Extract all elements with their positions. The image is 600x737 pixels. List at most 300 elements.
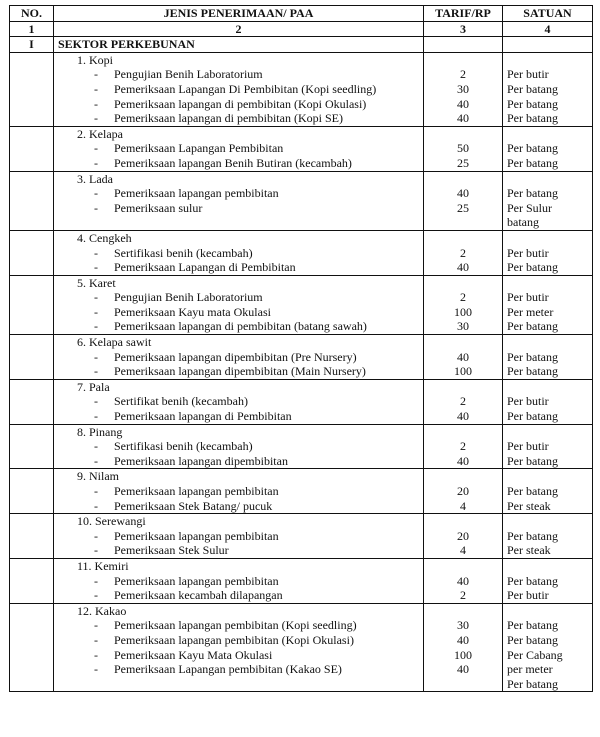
- item-tarif: 2: [424, 588, 503, 603]
- item-satuan: Per butir: [503, 588, 593, 603]
- no-cell: [10, 82, 54, 97]
- item-row: [10, 350, 593, 365]
- item-tarif: 40: [424, 454, 503, 469]
- item-line: [58, 246, 253, 261]
- item-name-cell: [54, 319, 424, 334]
- no-cell: [10, 454, 54, 469]
- tarif-cell: [424, 171, 503, 186]
- item-name-cell: [54, 409, 424, 424]
- group-title: 3. Lada: [77, 171, 113, 186]
- group-title: 8. Pinang: [77, 424, 123, 439]
- item-line: [58, 305, 271, 320]
- item-tarif: 25: [424, 201, 503, 216]
- dash-mark: -: [94, 439, 98, 454]
- no-cell: [10, 305, 54, 320]
- item-satuan: Per batang: [503, 319, 593, 334]
- item-row: [10, 409, 593, 424]
- item-line: [58, 141, 283, 156]
- item-satuan-continued: batang: [503, 215, 593, 230]
- item-row: [10, 201, 593, 216]
- no-cell: [10, 588, 54, 603]
- item-satuan: Per Cabang: [503, 648, 593, 663]
- group-title-cell: [54, 52, 424, 67]
- header-number-no: 1: [10, 21, 54, 37]
- item-name-cell: [54, 215, 424, 230]
- no-cell: [10, 350, 54, 365]
- dash-mark: -: [94, 573, 98, 588]
- item-line: [58, 319, 367, 334]
- satuan-cell: [503, 558, 593, 573]
- satuan-cell: [503, 171, 593, 186]
- item-tarif: 40: [424, 409, 503, 424]
- item-satuan: Per batang: [503, 350, 593, 365]
- item-name: Pemeriksaan lapangan dipembibitan (Pre Nursery): [114, 349, 357, 364]
- item-line: [58, 588, 283, 603]
- no-cell: [10, 514, 54, 529]
- no-cell: [10, 379, 54, 394]
- item-name-cell: [54, 439, 424, 454]
- item-tarif: 40: [424, 350, 503, 365]
- item-tarif: 40: [424, 186, 503, 201]
- item-satuan: Per Sulur: [503, 201, 593, 216]
- no-cell: [10, 633, 54, 648]
- no-cell: [10, 439, 54, 454]
- item-name: Pemeriksaan Lapangan pembibitan (Kakao SE): [114, 662, 342, 677]
- item-name: Pemeriksaan Stek Sulur: [114, 543, 229, 558]
- item-row: [10, 364, 593, 379]
- item-name-cell: [54, 394, 424, 409]
- item-tarif: 20: [424, 529, 503, 544]
- item-name: Pemeriksaan lapangan pembibitan: [114, 573, 279, 588]
- item-tarif: 100: [424, 364, 503, 379]
- group-title-cell: [54, 275, 424, 290]
- item-row: [10, 394, 593, 409]
- item-tarif: 2: [424, 439, 503, 454]
- item-name-cell: [54, 618, 424, 633]
- group-row: [10, 171, 593, 186]
- item-satuan: Per batang: [503, 141, 593, 156]
- group-title-cell: [54, 126, 424, 141]
- item-satuan: Per batang: [503, 364, 593, 379]
- item-row: [10, 499, 593, 514]
- header-number-jenis: 2: [54, 21, 424, 37]
- item-line: [58, 260, 296, 275]
- item-row: [10, 246, 593, 261]
- item-line: [58, 484, 279, 499]
- table-header: [10, 6, 593, 37]
- item-row: [10, 543, 593, 558]
- item-line: [58, 82, 376, 97]
- item-name: Pengujian Benih Laboratorium: [114, 290, 263, 305]
- item-name-cell: [54, 260, 424, 275]
- item-tarif: 4: [424, 499, 503, 514]
- item-tarif: 2: [424, 290, 503, 305]
- no-cell: [10, 409, 54, 424]
- item-line: [58, 633, 354, 648]
- item-satuan: Per meter: [503, 305, 593, 320]
- tarif-cell: [424, 514, 503, 529]
- item-satuan: Per batang: [503, 633, 593, 648]
- no-cell: [10, 230, 54, 245]
- item-tarif: 30: [424, 319, 503, 334]
- no-cell: [10, 469, 54, 484]
- dash-mark: -: [94, 81, 98, 96]
- item-tarif: 2: [424, 394, 503, 409]
- item-name-cell: [54, 201, 424, 216]
- item-name: Pemeriksaan lapangan pembibitan: [114, 528, 279, 543]
- item-satuan: Per steak: [503, 543, 593, 558]
- group-title: 12. Kakao: [77, 603, 127, 618]
- no-cell: [10, 141, 54, 156]
- item-line: [58, 350, 357, 365]
- group-title: 6. Kelapa sawit: [77, 335, 152, 350]
- item-name-cell: [54, 246, 424, 261]
- item-name-cell: [54, 677, 424, 692]
- satuan-cell: [503, 335, 593, 350]
- item-row: [10, 67, 593, 82]
- dash-mark: -: [94, 647, 98, 662]
- item-satuan: Per batang: [503, 186, 593, 201]
- dash-mark: -: [94, 349, 98, 364]
- item-name: Pemeriksaan lapangan dipembibitan: [114, 453, 288, 468]
- item-name-cell: [54, 67, 424, 82]
- item-satuan: Per batang: [503, 529, 593, 544]
- item-row: [10, 484, 593, 499]
- no-cell: [10, 618, 54, 633]
- item-line: [58, 364, 366, 379]
- sector-tarif-cell: [424, 37, 503, 53]
- header-satuan: SATUAN: [503, 6, 593, 22]
- item-tarif: 50: [424, 141, 503, 156]
- item-name: Pemeriksaan Lapangan Di Pembibitan (Kopi seedling): [114, 81, 377, 96]
- no-cell: [10, 558, 54, 573]
- item-tarif: 40: [424, 574, 503, 589]
- group-row: [10, 558, 593, 573]
- no-cell: [10, 275, 54, 290]
- item-line: [58, 439, 253, 454]
- group-row: [10, 126, 593, 141]
- item-row: [10, 305, 593, 320]
- header-number-row: [10, 21, 593, 37]
- item-satuan: Per batang: [503, 111, 593, 126]
- item-row: [10, 618, 593, 633]
- item-continuation-row: [10, 677, 593, 692]
- group-row: [10, 52, 593, 67]
- tarif-cell: [424, 424, 503, 439]
- dash-mark: -: [94, 245, 98, 260]
- item-satuan: Per batang: [503, 618, 593, 633]
- dash-mark: -: [94, 394, 98, 409]
- tarif-cell: [424, 335, 503, 350]
- item-satuan: Per batang: [503, 574, 593, 589]
- dash-mark: -: [94, 155, 98, 170]
- item-line: [58, 394, 248, 409]
- item-line: [58, 67, 263, 82]
- item-name: Pemeriksaan Stek Batang/ pucuk: [114, 498, 273, 513]
- item-name: Pemeriksaan Lapangan Pembibitan: [114, 141, 284, 156]
- satuan-cell: [503, 469, 593, 484]
- item-row: [10, 648, 593, 663]
- dash-mark: -: [94, 111, 98, 126]
- item-name-cell: [54, 156, 424, 171]
- tarif-cell: [424, 230, 503, 245]
- item-line: [58, 662, 342, 677]
- item-name: Sertifikasi benih (kecambah): [114, 439, 253, 454]
- item-satuan-continued: Per batang: [503, 677, 593, 692]
- item-name-cell: [54, 82, 424, 97]
- item-line: [58, 543, 229, 558]
- group-title: 10. Serewangi: [77, 514, 146, 529]
- item-name: Pemeriksaan lapangan di pembibitan (Kopi SE): [114, 111, 343, 126]
- sector-number: I: [10, 37, 54, 53]
- satuan-cell: [503, 126, 593, 141]
- item-name-cell: [54, 588, 424, 603]
- item-name-cell: [54, 186, 424, 201]
- dash-mark: -: [94, 67, 98, 82]
- no-cell: [10, 319, 54, 334]
- group-title-cell: [54, 171, 424, 186]
- dash-mark: -: [94, 588, 98, 603]
- item-tarif: 25: [424, 156, 503, 171]
- no-cell: [10, 529, 54, 544]
- no-cell: [10, 364, 54, 379]
- dash-mark: -: [94, 498, 98, 513]
- item-line: [58, 618, 357, 633]
- tarif-cell: [424, 52, 503, 67]
- item-row: [10, 454, 593, 469]
- no-cell: [10, 499, 54, 514]
- no-cell: [10, 246, 54, 261]
- group-title: 7. Pala: [77, 379, 110, 394]
- tariff-table: [9, 5, 593, 692]
- item-row: [10, 186, 593, 201]
- satuan-cell: [503, 603, 593, 618]
- item-satuan: Per butir: [503, 290, 593, 305]
- item-name: Pemeriksaan lapangan pembibitan: [114, 186, 279, 201]
- header-tarif: TARIF/RP: [424, 6, 503, 22]
- group-title: 1. Kopi: [77, 52, 113, 67]
- item-name-cell: [54, 662, 424, 677]
- item-line: [58, 290, 263, 305]
- no-cell: [10, 290, 54, 305]
- item-satuan: Per batang: [503, 156, 593, 171]
- item-line: [58, 409, 292, 424]
- dash-mark: -: [94, 543, 98, 558]
- item-name: Pemeriksaan lapangan Benih Butiran (kecambah): [114, 155, 352, 170]
- item-name: Pemeriksaan lapangan pembibitan: [114, 484, 279, 498]
- no-cell: [10, 260, 54, 275]
- header-no: NO.: [10, 6, 54, 22]
- item-name: Pemeriksaan kecambah dilapangan: [114, 588, 283, 603]
- item-name: Pemeriksaan lapangan di Pembibitan: [114, 409, 292, 424]
- item-name-cell: [54, 633, 424, 648]
- item-name: Pemeriksaan lapangan di pembibitan (Kopi Okulasi): [114, 96, 367, 111]
- header-number-satuan: 4: [503, 21, 593, 37]
- group-title-cell: [54, 379, 424, 394]
- dash-mark: -: [94, 484, 98, 498]
- item-tarif: 40: [424, 633, 503, 648]
- tarif-cell: [424, 215, 503, 230]
- item-row: [10, 156, 593, 171]
- item-name-cell: [54, 543, 424, 558]
- item-satuan: Per batang: [503, 409, 593, 424]
- item-line: [58, 529, 279, 544]
- item-name-cell: [54, 484, 424, 499]
- dash-mark: -: [94, 200, 98, 215]
- no-cell: [10, 156, 54, 171]
- item-tarif: 4: [424, 543, 503, 558]
- item-tarif: 30: [424, 618, 503, 633]
- group-title-cell: [54, 558, 424, 573]
- item-name: Pemeriksaan Lapangan di Pembibitan: [114, 260, 296, 275]
- item-line: [58, 648, 272, 663]
- item-name-cell: [54, 648, 424, 663]
- dash-mark: -: [94, 260, 98, 275]
- item-tarif: 40: [424, 260, 503, 275]
- item-row: [10, 588, 593, 603]
- no-cell: [10, 111, 54, 126]
- no-cell: [10, 603, 54, 618]
- no-cell: [10, 171, 54, 186]
- item-tarif: 20: [424, 484, 503, 499]
- item-name-cell: [54, 111, 424, 126]
- item-satuan: Per butir: [503, 394, 593, 409]
- tarif-cell: [424, 469, 503, 484]
- dash-mark: -: [94, 453, 98, 468]
- no-cell: [10, 677, 54, 692]
- item-satuan: per meter: [503, 662, 593, 677]
- item-name-cell: [54, 454, 424, 469]
- satuan-cell: [503, 514, 593, 529]
- group-title-cell: [54, 230, 424, 245]
- item-tarif: 40: [424, 662, 503, 677]
- header-number-tarif: 3: [424, 21, 503, 37]
- dash-mark: -: [94, 662, 98, 677]
- item-name: Pengujian Benih Laboratorium: [114, 67, 263, 82]
- item-line: [58, 111, 343, 126]
- item-name: Pemeriksaan Kayu Mata Okulasi: [114, 647, 273, 662]
- item-row: [10, 662, 593, 677]
- item-row: [10, 439, 593, 454]
- dash-mark: -: [94, 364, 98, 379]
- item-line: [58, 186, 279, 201]
- item-satuan: Per butir: [503, 439, 593, 454]
- item-name-cell: [54, 290, 424, 305]
- item-row: [10, 633, 593, 648]
- no-cell: [10, 648, 54, 663]
- group-title-cell: [54, 603, 424, 618]
- no-cell: [10, 186, 54, 201]
- item-name-cell: [54, 529, 424, 544]
- item-tarif: 2: [424, 67, 503, 82]
- item-satuan: Per batang: [503, 260, 593, 275]
- item-satuan: Per batang: [503, 97, 593, 112]
- item-tarif: 40: [424, 97, 503, 112]
- item-name-cell: [54, 364, 424, 379]
- group-row: [10, 275, 593, 290]
- tarif-cell: [424, 275, 503, 290]
- item-tarif: 2: [424, 246, 503, 261]
- item-name: Pemeriksaan lapangan pembibitan (Kopi Okulasi): [114, 632, 354, 647]
- item-row: [10, 319, 593, 334]
- no-cell: [10, 52, 54, 67]
- item-name-cell: [54, 350, 424, 365]
- no-cell: [10, 126, 54, 141]
- item-tarif: 40: [424, 111, 503, 126]
- group-title-cell: [54, 469, 424, 484]
- item-name-cell: [54, 141, 424, 156]
- item-name-cell: [54, 97, 424, 112]
- dash-mark: -: [94, 618, 98, 633]
- item-row: [10, 141, 593, 156]
- item-line: [58, 454, 288, 469]
- item-name: Sertifikat benih (kecambah): [114, 394, 248, 409]
- dash-mark: -: [94, 186, 98, 201]
- item-name: Pemeriksaan lapangan dipembibitan (Main Nursery): [114, 364, 366, 379]
- sector-satuan-cell: [503, 37, 593, 53]
- item-name: Pemeriksaan lapangan pembibitan (Kopi seedling): [114, 618, 357, 633]
- dash-mark: -: [94, 409, 98, 424]
- no-cell: [10, 424, 54, 439]
- no-cell: [10, 335, 54, 350]
- header-row: [10, 6, 593, 22]
- item-name: Pemeriksaan sulur: [114, 200, 203, 215]
- group-row: [10, 469, 593, 484]
- group-title-cell: [54, 424, 424, 439]
- item-satuan: Per batang: [503, 82, 593, 97]
- group-title: 9. Nilam: [77, 469, 119, 484]
- group-row: [10, 424, 593, 439]
- sector-title: SEKTOR PERKEBUNAN: [54, 37, 424, 53]
- header-jenis: JENIS PENERIMAAN/ PAA: [54, 6, 424, 22]
- item-row: [10, 97, 593, 112]
- satuan-cell: [503, 230, 593, 245]
- table-body: [10, 37, 593, 692]
- item-name-cell: [54, 305, 424, 320]
- satuan-cell: [503, 379, 593, 394]
- item-tarif: 100: [424, 305, 503, 320]
- dash-mark: -: [94, 528, 98, 543]
- dash-mark: -: [94, 141, 98, 156]
- tarif-cell: [424, 379, 503, 394]
- item-line: [58, 97, 366, 112]
- item-line: [58, 499, 272, 514]
- no-cell: [10, 543, 54, 558]
- item-row: [10, 529, 593, 544]
- group-title: 4. Cengkeh: [77, 230, 132, 245]
- tarif-cell: [424, 677, 503, 692]
- item-satuan: Per butir: [503, 67, 593, 82]
- no-cell: [10, 201, 54, 216]
- dash-mark: -: [94, 632, 98, 647]
- group-row: [10, 514, 593, 529]
- item-name: Pemeriksaan lapangan di pembibitan (batang sawah): [114, 319, 367, 334]
- satuan-cell: [503, 52, 593, 67]
- item-satuan: Per batang: [503, 484, 593, 499]
- item-row: [10, 111, 593, 126]
- dash-mark: -: [94, 96, 98, 111]
- item-row: [10, 290, 593, 305]
- item-satuan: Per steak: [503, 499, 593, 514]
- sector-row: [10, 37, 593, 53]
- satuan-cell: [503, 424, 593, 439]
- group-title-cell: [54, 514, 424, 529]
- group-row: [10, 379, 593, 394]
- no-cell: [10, 394, 54, 409]
- item-name: Pemeriksaan Kayu mata Okulasi: [114, 304, 271, 319]
- no-cell: [10, 574, 54, 589]
- item-line: [58, 574, 279, 589]
